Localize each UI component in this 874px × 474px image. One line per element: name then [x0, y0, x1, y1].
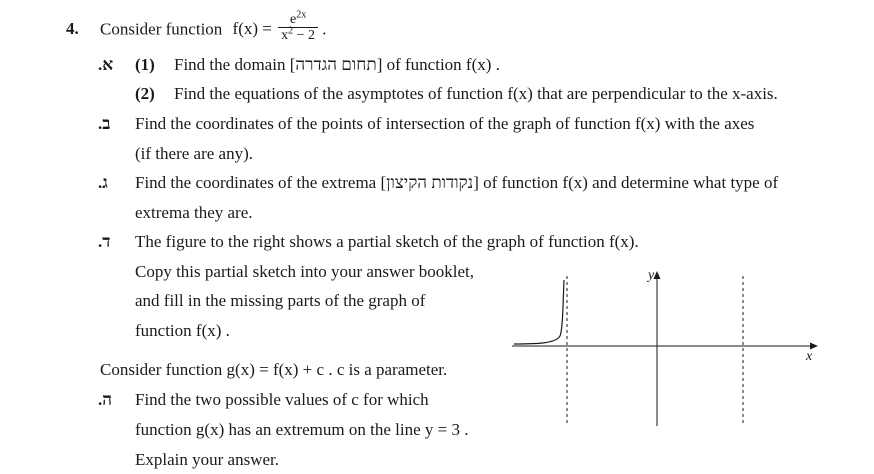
part-b-line1: Find the coordinates of the points of intersection of the graph of function f(x) with the axes — [135, 114, 755, 133]
numerator-base: e — [289, 12, 297, 27]
question-number: 4. — [66, 19, 79, 38]
part-b-line2: (if there are any). — [135, 144, 253, 163]
question-intro — [100, 9, 327, 43]
function-fraction — [278, 9, 318, 43]
part-c-line1: Find the coordinates of the extrema [נקודות הקיצון] of function f(x) and determine what type of — [135, 173, 779, 192]
part-d-letter: ד. — [98, 232, 111, 251]
part-e-line1: Find the two possible values of c for which — [135, 390, 429, 409]
y-axis-arrow — [654, 271, 661, 279]
function-lhs: f(x) = — [232, 19, 272, 39]
function-curve — [514, 280, 564, 344]
part-a-sub2-number: (2) — [135, 84, 155, 103]
part-c-line2: extrema they are. — [135, 203, 253, 222]
part-d-line3: and fill in the missing parts of the graph of — [135, 291, 426, 310]
part-a-letter: א. — [98, 55, 114, 74]
part-a-sub1-text: Find the domain [תחום הגדרה] of function f(x) . — [174, 55, 500, 74]
part-e-line3: Explain your answer. — [135, 450, 279, 469]
part-a-sub2-text: Find the equations of the asymptotes of function f(x) that are perpendicular to the x-axis. — [174, 84, 778, 103]
part-a-sub1-number: (1) — [135, 55, 155, 74]
denominator-base: x — [281, 28, 289, 43]
partial-sketch-figure — [510, 262, 820, 432]
part-d-line1: The figure to the right shows a partial sketch of the graph of function f(x). — [135, 232, 639, 251]
part-c-letter: ג. — [98, 173, 108, 192]
intro-prefix: Consider function — [100, 19, 223, 39]
part-b-letter: ב. — [98, 114, 111, 133]
denominator-exponent: 2 — [288, 25, 294, 37]
numerator-exponent: 2x — [296, 9, 307, 21]
fraction-numerator — [278, 9, 318, 27]
function-period: . — [322, 19, 327, 39]
part-d-line2: Copy this partial sketch into your answer booklet, — [135, 262, 474, 281]
part-e-line2: function g(x) has an extremum on the line y = 3 . — [135, 420, 469, 439]
part-d-line4: function f(x) . — [135, 321, 230, 340]
y-axis-label: y — [648, 268, 655, 283]
part-e-letter: ה. — [98, 390, 113, 409]
fraction-denominator — [278, 27, 318, 43]
x-axis-label: x — [806, 349, 813, 364]
denominator-rest: − 2 — [293, 28, 316, 43]
g-function-intro: Consider function g(x) = f(x) + c . c is a parameter. — [100, 360, 448, 379]
